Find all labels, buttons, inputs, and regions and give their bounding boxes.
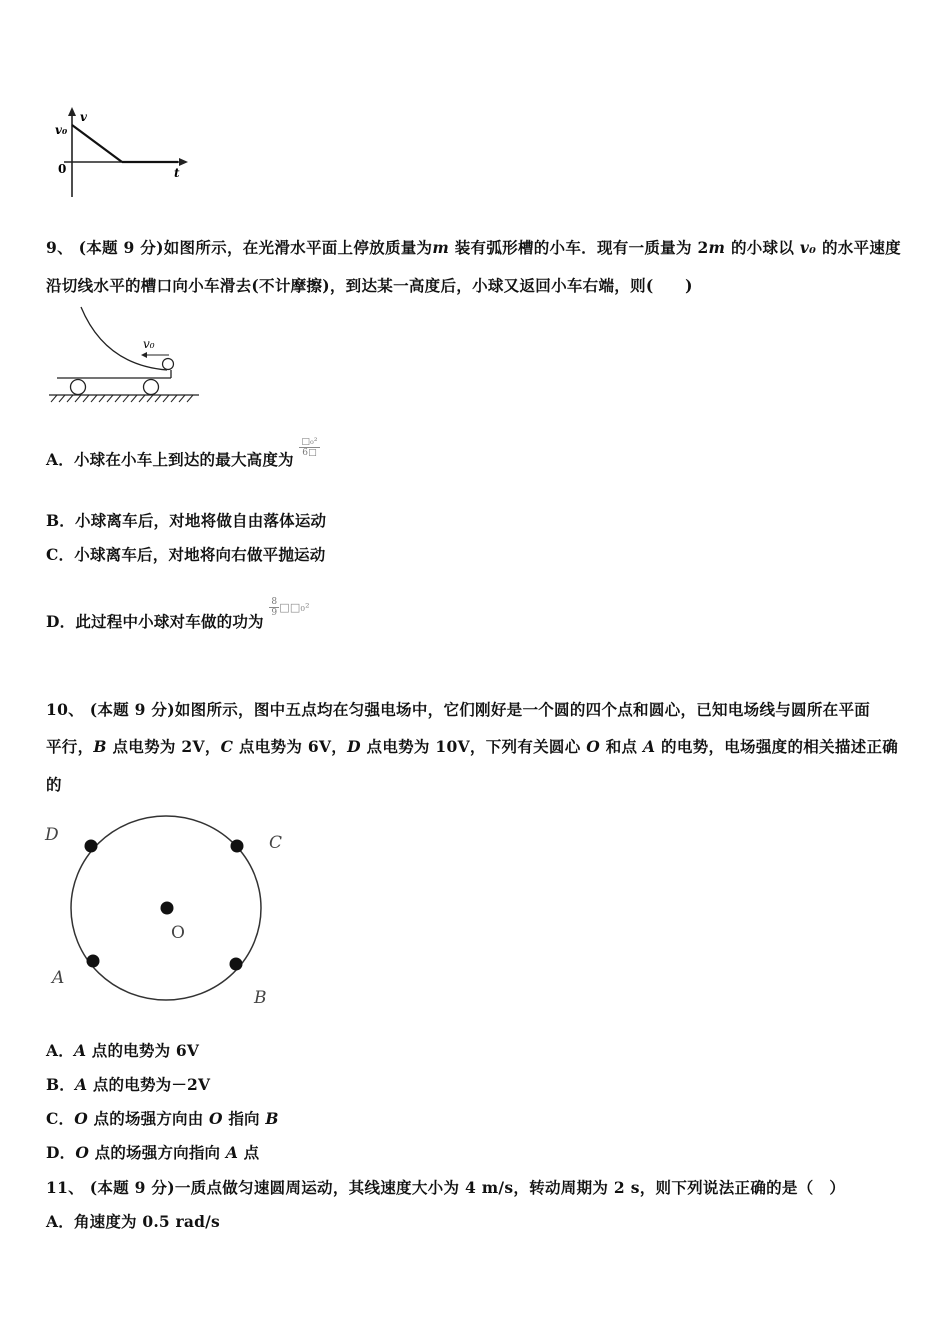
q10-option-c[interactable] <box>46 1107 279 1129</box>
q9-option-c[interactable] <box>46 543 325 565</box>
q10-option-b[interactable] <box>46 1073 210 1095</box>
q11-option-a-label: A． <box>46 1212 74 1231</box>
q9-m2: m <box>708 238 726 257</box>
q9-stem-c: 的小球以 <box>725 238 800 257</box>
point-A <box>87 955 100 968</box>
q10-l2-A: A <box>643 737 656 756</box>
v-axis-arrow <box>68 107 76 116</box>
label-O: O <box>171 923 185 943</box>
q10-l2-c: 点电势为 6V， <box>233 737 348 756</box>
cart-figure <box>45 305 205 405</box>
q9-option-d-text: 此过程中小球对车做的功为 <box>75 612 264 631</box>
q10-l2-B: B <box>93 737 107 756</box>
label-D: D <box>45 825 59 845</box>
q9-option-b-label: B． <box>46 511 76 530</box>
q9-stem-a: 如图所示，在光滑水平面上停放质量为 <box>163 238 433 257</box>
q10-option-c-text-a: 点的场强方向由 <box>87 1109 210 1128</box>
q10-l2-d: 点电势为 10V，下列有关圆心 <box>360 737 587 756</box>
q9-option-a-text: 小球在小车上到达的最大高度为 <box>73 450 294 469</box>
t-axis-arrow <box>179 158 188 166</box>
ball <box>163 359 174 370</box>
q9-stem-d: 的水平速度 <box>816 238 901 257</box>
q10-option-b-text: 点的电势为－2V <box>87 1075 211 1094</box>
q10-option-d-var2: A <box>225 1143 239 1162</box>
point-O <box>161 902 174 915</box>
label-B: B <box>254 988 267 1008</box>
q10-option-c-var2: O <box>209 1109 223 1128</box>
q9-score: (本题 9 分) <box>78 238 164 257</box>
q10-option-c-var3: B <box>265 1109 279 1128</box>
velocity-arrowhead <box>141 352 147 358</box>
vt-graph-figure <box>50 105 195 205</box>
q10-option-d-var1: O <box>75 1143 90 1162</box>
q9-option-d[interactable] <box>46 596 310 634</box>
label-C: C <box>269 833 283 853</box>
q11-stem-text: 一质点做匀速圆周运动，其线速度大小为 4 m/s，转动周期为 2 s，则下列说法正确的是（ ） <box>174 1178 846 1197</box>
q10-number: 10、 <box>46 700 84 719</box>
origin-label: 0 <box>58 162 67 176</box>
q10-l2-a: 平行， <box>46 737 94 756</box>
q9-option-d-label: D． <box>46 612 76 631</box>
velocity-line <box>72 125 122 162</box>
wheel-left <box>71 380 86 395</box>
q9-option-b-text: 小球离车后，对地将做自由落体运动 <box>75 511 327 530</box>
q11-stem <box>46 1176 845 1198</box>
q10-option-b-var: A <box>75 1075 88 1094</box>
circle-figure <box>40 810 300 1015</box>
q9-option-a[interactable] <box>46 436 320 472</box>
v-axis-label: v <box>80 110 87 124</box>
q10-option-a-text: 点的电势为 6V <box>86 1041 200 1060</box>
v0-figure-label: v₀ <box>143 337 155 351</box>
q9-option-a-frac-num: □₀² <box>301 436 318 447</box>
q10-stem-line3: 的 <box>46 775 62 794</box>
q10-option-c-label: C． <box>46 1109 75 1128</box>
q10-option-b-label: B． <box>46 1075 76 1094</box>
q11-score: (本题 9 分) <box>89 1178 175 1197</box>
q10-l2-O: O <box>586 737 601 756</box>
q11-option-a-text: 角速度为 0.5 rad/s <box>73 1212 220 1231</box>
q10-stem-line2 <box>46 735 898 757</box>
q9-stem-line1 <box>46 236 901 258</box>
q10-stem-line1 <box>46 698 870 720</box>
q10-l2-b: 点电势为 2V， <box>106 737 221 756</box>
wheel-right <box>144 380 159 395</box>
q9-m1: m <box>432 238 450 257</box>
q10-option-a[interactable] <box>46 1039 199 1061</box>
q10-line1-text: 如图所示，图中五点均在匀强电场中，它们刚好是一个圆的四个点和圆心，已知电场线与圆所在平面 <box>174 700 871 719</box>
q9-option-c-label: C． <box>46 545 75 564</box>
q10-option-a-var: A <box>73 1041 87 1060</box>
q9-option-a-fraction <box>299 437 319 458</box>
q9-option-b[interactable] <box>46 509 326 531</box>
q9-option-a-label: A． <box>46 450 74 469</box>
q10-option-d-label: D． <box>46 1143 76 1162</box>
q9-stem-b: 装有弧形槽的小车．现有一质量为 2 <box>449 238 709 257</box>
q10-l2-f: 的电势，电场强度的相关描述正确 <box>655 737 899 756</box>
q9-v0: v₀ <box>799 238 817 257</box>
q10-option-a-label: A． <box>46 1041 74 1060</box>
q9-option-d-frac-num: 8 <box>271 596 278 607</box>
t-axis-label: t <box>174 166 180 180</box>
q9-option-c-text: 小球离车后，对地将向右做平抛运动 <box>74 545 326 564</box>
q9-option-d-fraction <box>269 597 279 618</box>
point-C <box>231 840 244 853</box>
v0-label: v₀ <box>55 123 68 137</box>
q9-number: 9、 <box>46 238 73 257</box>
point-D <box>85 840 98 853</box>
q10-l2-D: D <box>347 737 361 756</box>
q10-score: (本题 9 分) <box>89 700 175 719</box>
q10-l2-C: C <box>220 737 234 756</box>
ground-hatch <box>51 395 193 402</box>
q10-option-c-var1: O <box>74 1109 88 1128</box>
q11-number: 11、 <box>46 1178 84 1197</box>
q10-option-d-text-a: 点的场强方向指向 <box>89 1143 226 1162</box>
q10-option-c-text-b: 指向 <box>222 1109 266 1128</box>
q10-option-d-text-b: 点 <box>238 1143 260 1162</box>
q9-option-a-frac-den: 6□ <box>302 447 317 458</box>
q10-l2-e: 和点 <box>600 737 644 756</box>
q9-option-d-frac-den: 9 <box>271 607 278 618</box>
q9-option-d-tail: □□₀² <box>279 601 310 614</box>
q10-option-d[interactable] <box>46 1141 259 1163</box>
q11-option-a[interactable] <box>46 1210 220 1232</box>
q9-stem-line2: 沿切线水平的槽口向小车滑去(不计摩擦)，到达某一高度后，小球又返回小车右端，则( ) <box>46 276 693 295</box>
point-B <box>230 958 243 971</box>
label-A: A <box>52 968 65 988</box>
